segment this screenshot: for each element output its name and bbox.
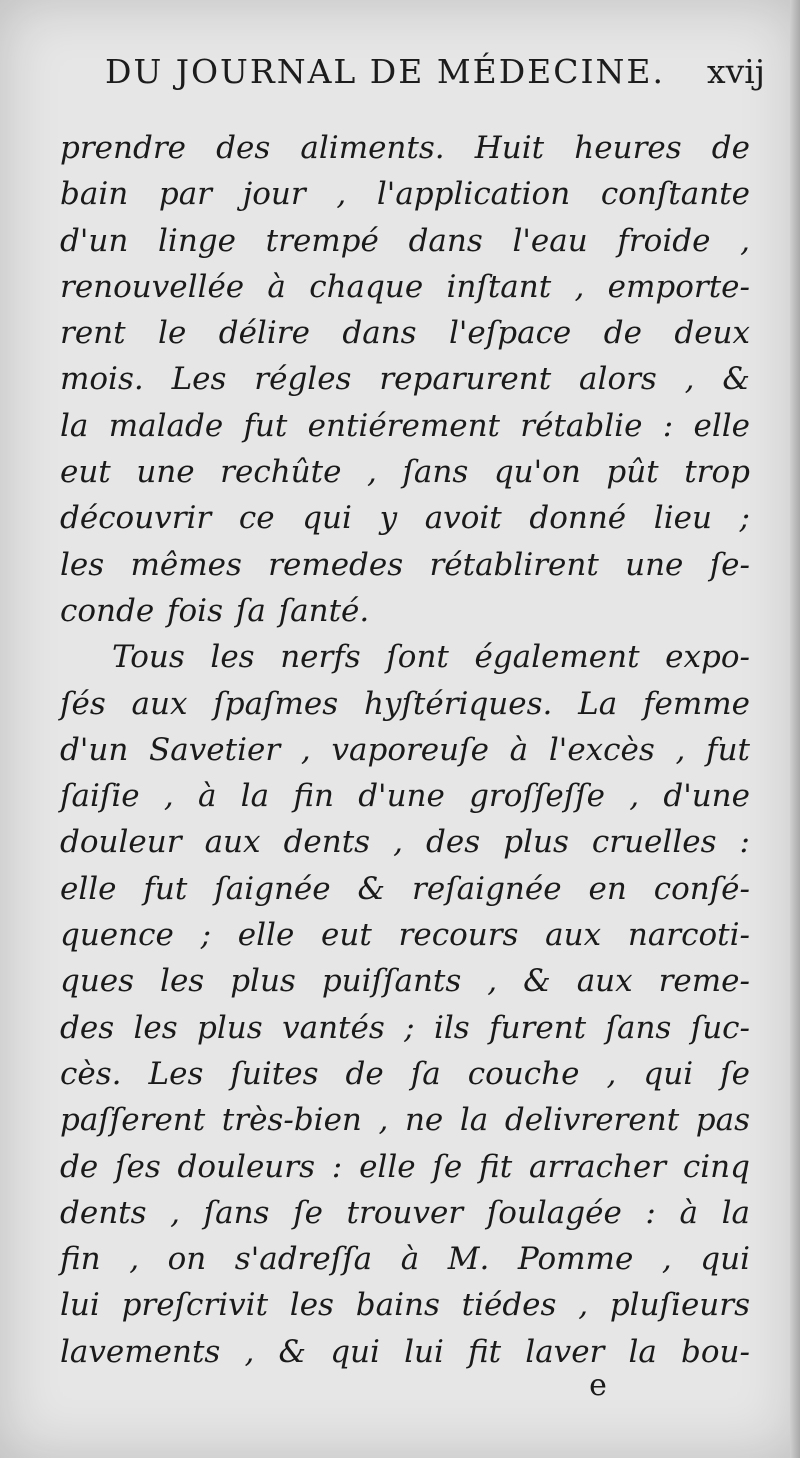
- text-line: lavements , & qui lui fit laver la bou-: [60, 1333, 750, 1370]
- signature-mark: e: [589, 1368, 607, 1403]
- text-line: renouvellée à chaque inſtant , emporte-: [60, 268, 750, 305]
- text-line: eut une rechûte , ſans qu'on pût trop: [60, 454, 750, 491]
- text-line: ſaiſie , à la fin d'une groſſeſſe , d'une: [60, 778, 750, 815]
- text-line: rent le délire dans l'eſpace de deux: [60, 315, 750, 352]
- text-line: cès. Les ſuites de ſa couche , qui ſe: [60, 1055, 750, 1092]
- text-line: lui preſcrivit les bains tiédes , pluſieurs: [60, 1287, 750, 1324]
- text-line: des les plus vantés ; ils furent ſans ſuc-: [60, 1009, 750, 1046]
- text-line: découvrir ce qui y avoit donné lieu ;: [60, 500, 750, 537]
- running-head: [105, 52, 765, 100]
- body-text: [60, 125, 750, 1375]
- text-line: quence ; elle eut recours aux narcoti-: [60, 917, 750, 954]
- text-line: la malade fut entiérement rétablie : elle: [60, 407, 750, 444]
- text-line: d'un linge trempé dans l'eau froide ,: [60, 222, 750, 259]
- page-edge: [790, 0, 800, 1458]
- text-line: bain par jour , l'application conſtante: [60, 176, 750, 213]
- page-number: xvij: [706, 52, 765, 91]
- text-line: paſſerent très-bien , ne la delivrerent pas: [60, 1102, 750, 1139]
- text-line: de ſes douleurs : elle ſe fit arracher cinq: [60, 1148, 750, 1185]
- text-line: mois. Les régles reparurent alors , &: [60, 361, 750, 398]
- running-title: DU JOURNAL DE MÉDECINE.: [105, 52, 666, 91]
- text-line: Tous les nerfs ſont également expo-: [112, 639, 750, 676]
- text-line: ques les plus puiſſants , & aux reme-: [60, 963, 750, 1000]
- text-line: les mêmes remedes rétablirent une ſe-: [60, 546, 750, 583]
- text-line: dents , ſans ſe trouver ſoulagée : à la: [60, 1194, 750, 1231]
- text-line: fin , on s'adreſſa à M. Pomme , qui: [60, 1241, 750, 1278]
- text-line: elle fut ſaignée & reſaignée en conſé-: [60, 870, 750, 907]
- text-line: d'un Savetier , vaporeuſe à l'excès , fut: [60, 731, 750, 768]
- text-line: conde fois ſa ſanté.: [60, 592, 370, 629]
- text-line: ſés aux ſpaſmes hyſtériques. La femme: [60, 685, 750, 722]
- text-line: douleur aux dents , des plus cruelles :: [60, 824, 750, 861]
- text-line: prendre des aliments. Huit heures de: [60, 130, 750, 166]
